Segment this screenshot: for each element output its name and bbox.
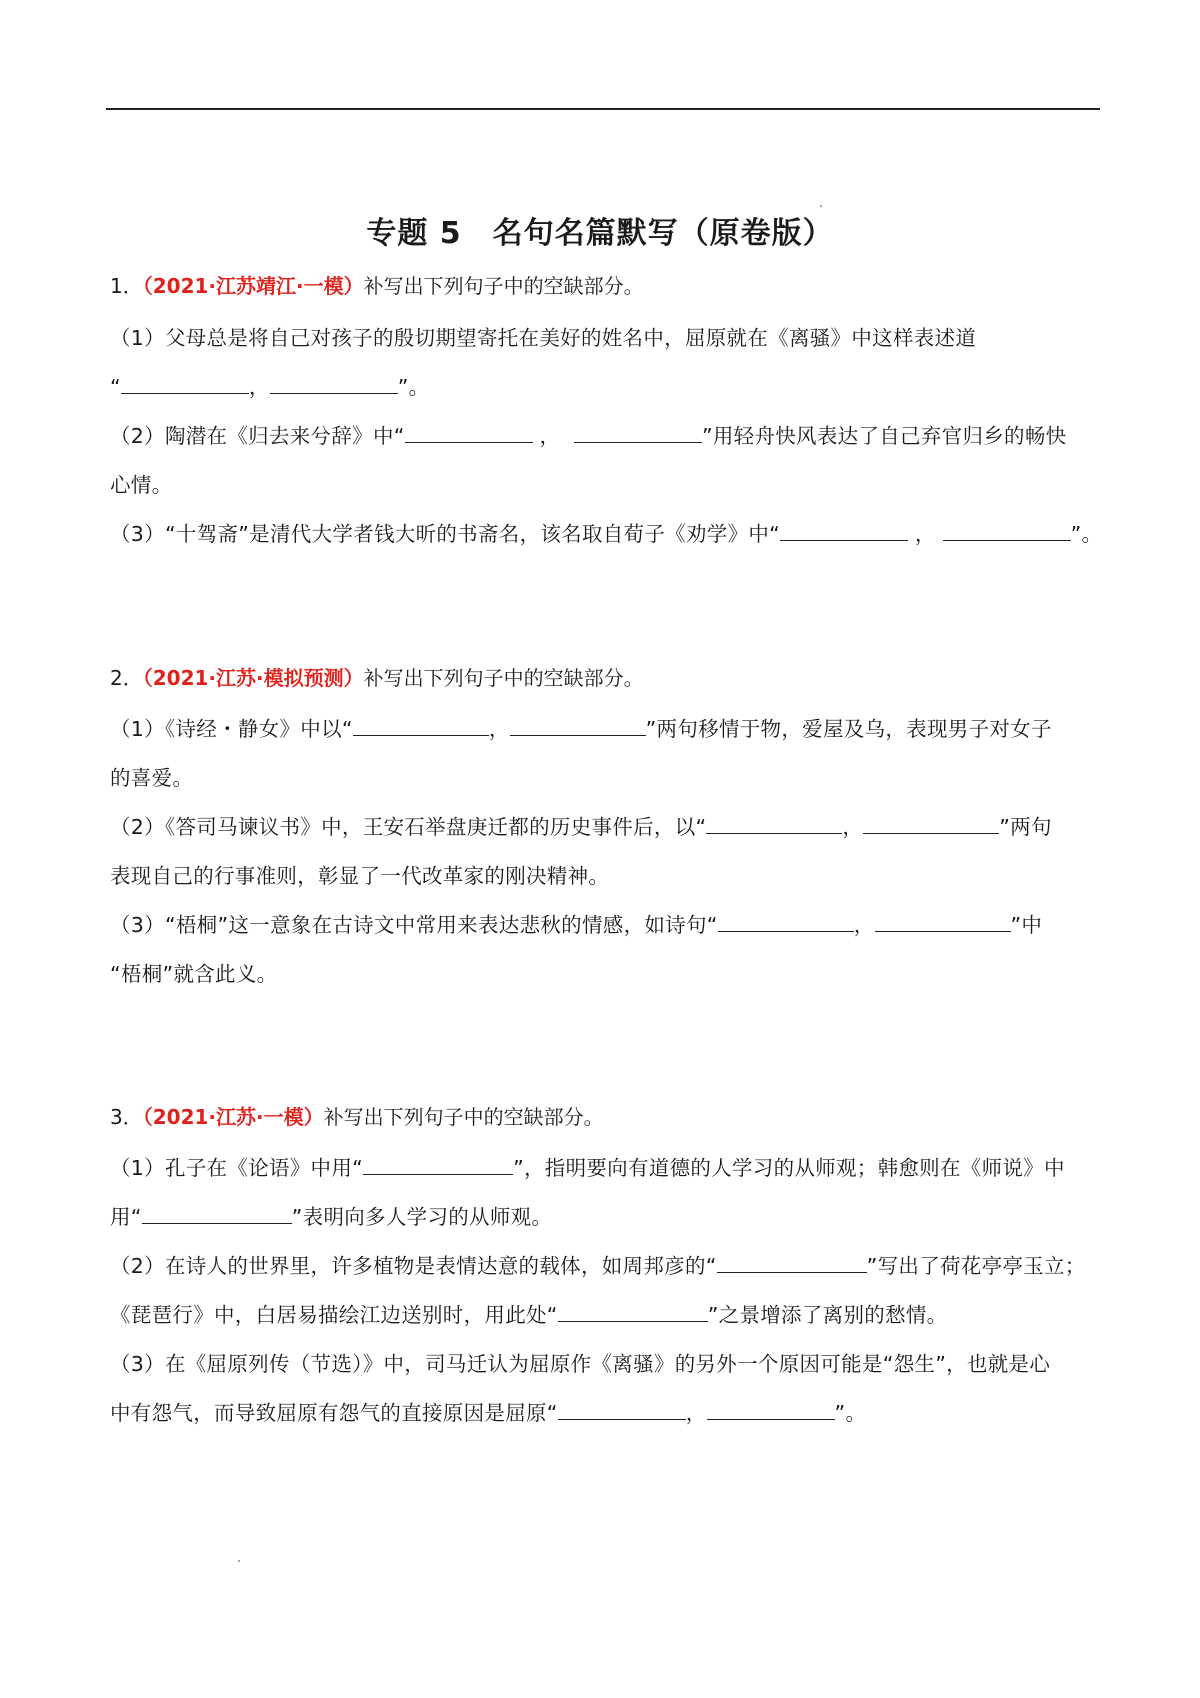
answer-blank[interactable] — [558, 1303, 708, 1322]
answer-blank[interactable] — [121, 375, 249, 394]
question-instruction: 补写出下列句子中的空缺部分。 — [323, 1105, 604, 1129]
q1-item1-line2: “ ， ”。 — [110, 375, 430, 399]
q3-item2-line1: （2）在诗人的世界里，许多植物是表情达意的载体，如周邦彦的“ ”写出了荷花亭亭玉立； — [110, 1254, 1086, 1278]
question-source: （2021·江苏·一模） — [142, 1105, 324, 1129]
answer-blank[interactable] — [875, 913, 1011, 932]
answer-blank[interactable] — [270, 375, 398, 394]
question-number: 1． — [110, 274, 143, 298]
answer-blank[interactable] — [717, 1254, 867, 1273]
q3-item1-line1: （1）孔子在《论语》中用“ ”，指明要向有道德的人学习的从师观；韩愈则在《师说》中 — [110, 1156, 1065, 1180]
q2-item3-line2: “梧桐”就含此义。 — [110, 962, 278, 986]
q2-item1-line1: （1）《诗经・静女》中以“ ， ”两句移情于物，爱屋及乌，表现男子对女子 — [110, 717, 1052, 741]
q3-item3-line1: （3）在《屈原列传（节选）》中，司马迁认为屈原作《离骚》的另外一个原因可能是“怨生”，也就是心 — [110, 1352, 1051, 1376]
answer-blank[interactable] — [353, 717, 489, 736]
q2-item1-line2: 的喜爱。 — [110, 766, 194, 790]
answer-blank[interactable] — [574, 424, 702, 443]
question-number: 3． — [110, 1105, 143, 1129]
answer-blank[interactable] — [863, 815, 999, 834]
question-1-header — [110, 270, 644, 299]
header-rule — [106, 108, 1100, 110]
question-instruction: 补写出下列句子中的空缺部分。 — [363, 274, 644, 298]
answer-blank[interactable] — [142, 1205, 292, 1224]
page-title: 专题 5 名句名篇默写（原卷版） — [366, 216, 834, 251]
answer-blank[interactable] — [706, 815, 842, 834]
answer-blank[interactable] — [558, 1401, 686, 1420]
answer-blank[interactable] — [405, 424, 533, 443]
question-3-header — [110, 1101, 604, 1130]
q1-item2-line2: 心情。 — [110, 473, 173, 497]
question-number: 2． — [110, 666, 143, 690]
q1-item3-line1: （3）“十驾斋”是清代大学者钱大昕的书斋名，该名取自荀子《劝学》中“ ， ”。 — [110, 522, 1103, 546]
question-instruction: 补写出下列句子中的空缺部分。 — [363, 666, 644, 690]
answer-blank[interactable] — [707, 1401, 835, 1420]
q2-item2-line2: 表现自己的行事准则，彰显了一代改革家的刚决精神。 — [110, 864, 610, 888]
q2-item3-line1: （3）“梧桐”这一意象在古诗文中常用来表达悲秋的情感，如诗句“ ， ”中 — [110, 913, 1043, 937]
question-source: （2021·江苏靖江·一模） — [142, 274, 364, 298]
q1-item1-line1: （1）父母总是将自己对孩子的殷切期望寄托在美好的姓名中，屈原就在《离骚》中这样表述道 — [110, 326, 977, 350]
question-2-header — [110, 662, 644, 691]
scan-dot — [820, 205, 822, 207]
answer-blank[interactable] — [363, 1156, 513, 1175]
q3-item3-line2: 中有怨气，而导致屈原有怨气的直接原因是屈原“ ， ”。 — [110, 1401, 867, 1425]
q1-item2-line1: （2）陶潜在《归去来兮辞》中“ ， ”用轻舟快风表达了自己弃官归乡的畅快 — [110, 424, 1067, 448]
question-source: （2021·江苏·模拟预测） — [142, 666, 364, 690]
answer-blank[interactable] — [718, 913, 854, 932]
scan-dot — [238, 1560, 240, 1562]
q3-item1-line2: 用“ ”表明向多人学习的从师观。 — [110, 1205, 553, 1229]
q2-item2-line1: （2）《答司马谏议书》中，王安石举盘庚迁都的历史事件后，以“ ， ”两句 — [110, 815, 1052, 839]
q3-item2-line2: 《琵琶行》中，白居易描绘江边送别时，用此处“ ”之景增添了离别的愁情。 — [110, 1303, 948, 1327]
answer-blank[interactable] — [780, 522, 908, 541]
answer-blank[interactable] — [510, 717, 646, 736]
answer-blank[interactable] — [943, 522, 1071, 541]
